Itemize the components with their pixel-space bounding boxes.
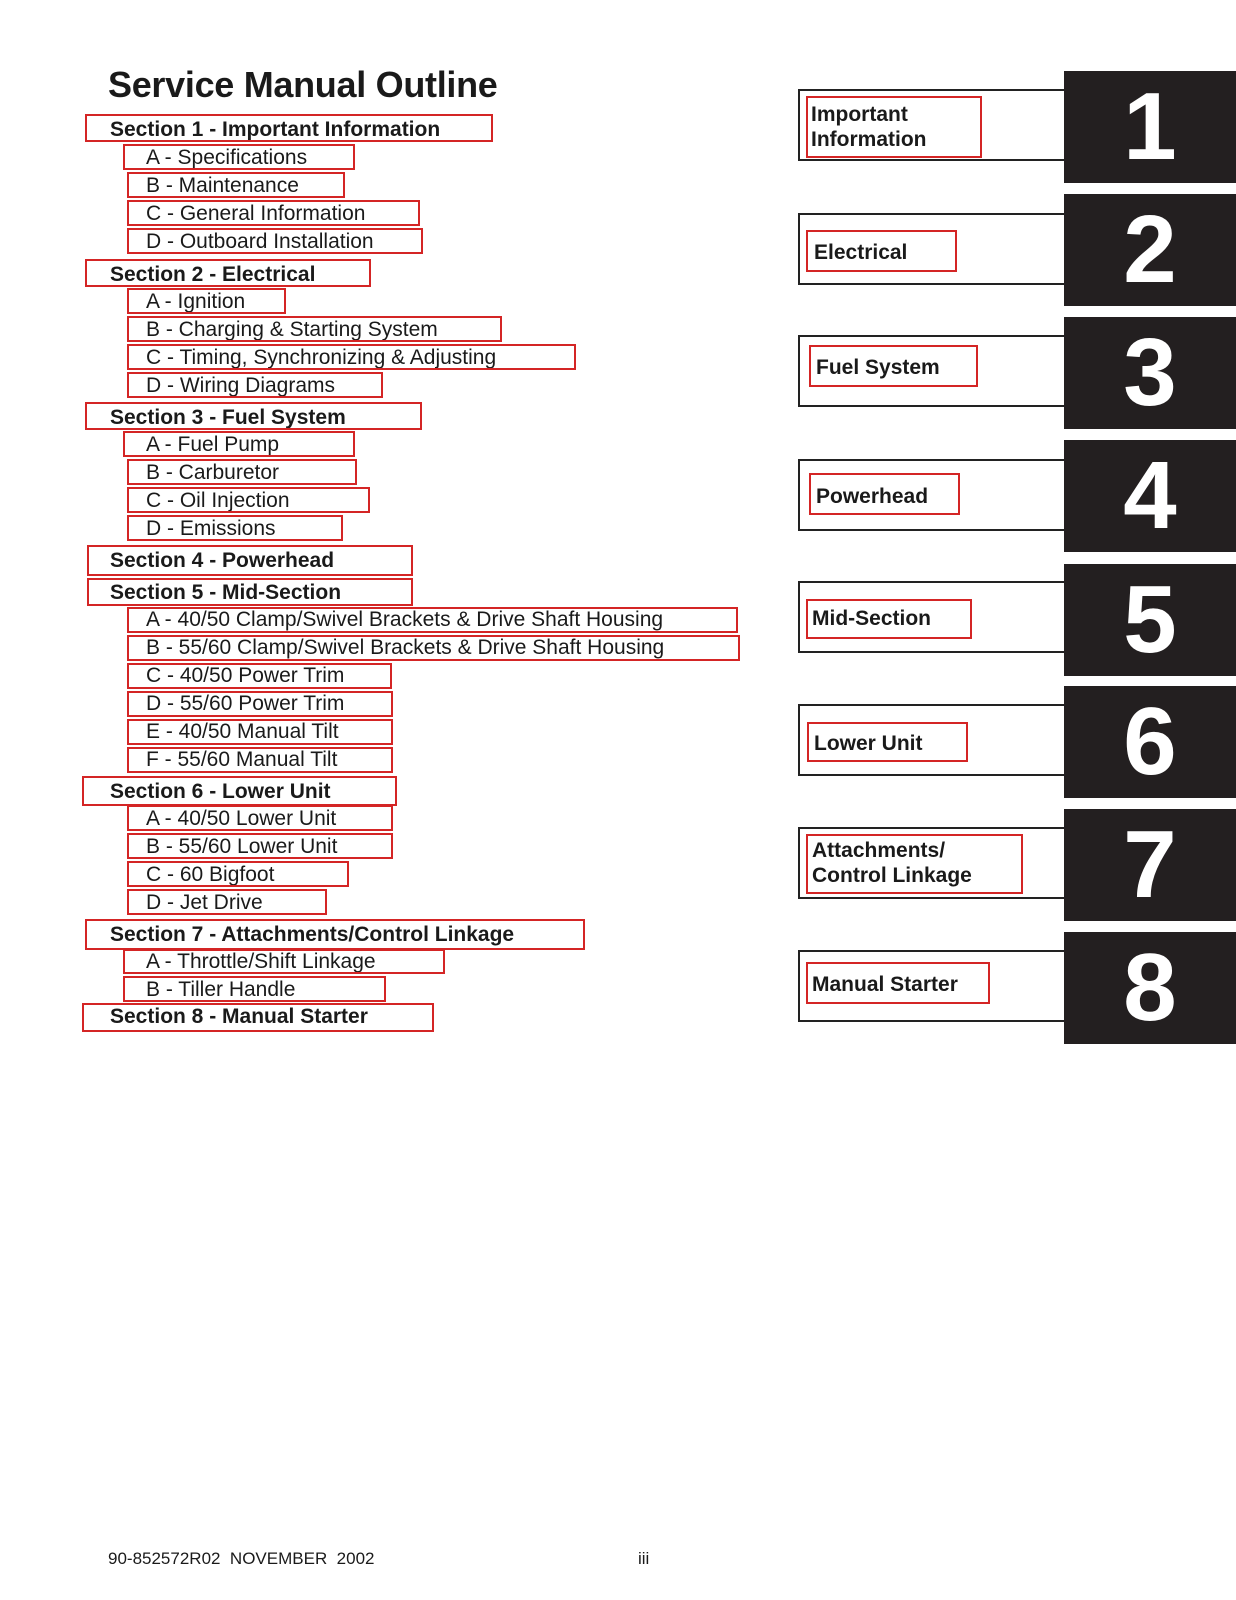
- subsection-item[interactable]: A - 40/50 Clamp/Swivel Brackets & Drive Shaft Housing: [146, 608, 664, 631]
- subsection-item[interactable]: E - 40/50 Manual Tilt: [146, 720, 339, 743]
- subsection-item[interactable]: C - 40/50 Power Trim: [146, 664, 345, 687]
- footer-page-number: iii: [638, 1549, 650, 1568]
- subsection-item[interactable]: C - 60 Bigfoot: [146, 863, 275, 886]
- footer-document-number: 90-852572R02 NOVEMBER 2002: [108, 1549, 375, 1568]
- section-heading[interactable]: Section 1 - Important Information: [110, 118, 441, 141]
- subsection-item[interactable]: A - Ignition: [146, 290, 246, 313]
- tab-number-2[interactable]: 2: [1064, 194, 1236, 306]
- section-heading[interactable]: Section 2 - Electrical: [110, 263, 316, 286]
- subsection-item[interactable]: F - 55/60 Manual Tilt: [146, 748, 338, 771]
- tab-label-6[interactable]: Lower Unit: [814, 732, 923, 755]
- subsection-item[interactable]: B - Tiller Handle: [146, 978, 296, 1001]
- subsection-item[interactable]: B - Maintenance: [146, 174, 299, 197]
- page-title: Service Manual Outline: [108, 64, 498, 105]
- subsection-item[interactable]: D - Jet Drive: [146, 891, 263, 914]
- tab-number-3[interactable]: 3: [1064, 317, 1236, 429]
- section-heading[interactable]: Section 3 - Fuel System: [110, 406, 346, 429]
- tab-number-7[interactable]: 7: [1064, 809, 1236, 921]
- tab-label-3[interactable]: Fuel System: [816, 356, 940, 379]
- tab-label-5[interactable]: Mid-Section: [812, 607, 931, 630]
- tab-label-1[interactable]: Important: [811, 103, 908, 126]
- tab-number-5[interactable]: 5: [1064, 564, 1236, 676]
- subsection-item[interactable]: B - 55/60 Lower Unit: [146, 835, 338, 858]
- subsection-item[interactable]: D - Emissions: [146, 517, 276, 540]
- tab-label-7[interactable]: Control Linkage: [812, 864, 972, 887]
- subsection-item[interactable]: A - Throttle/Shift Linkage: [146, 950, 376, 973]
- subsection-item[interactable]: D - 55/60 Power Trim: [146, 692, 345, 715]
- tab-label-1[interactable]: Information: [811, 128, 927, 151]
- tab-number-1[interactable]: 1: [1064, 71, 1236, 183]
- tab-label-4[interactable]: Powerhead: [816, 485, 929, 508]
- tab-label-2[interactable]: Electrical: [814, 241, 908, 264]
- section-heading[interactable]: Section 5 - Mid-Section: [110, 581, 342, 604]
- subsection-item[interactable]: D - Outboard Installation: [146, 230, 374, 253]
- subsection-item[interactable]: C - Timing, Synchronizing & Adjusting: [146, 346, 497, 369]
- subsection-item[interactable]: C - Oil Injection: [146, 489, 290, 512]
- subsection-item[interactable]: C - General Information: [146, 202, 366, 225]
- section-heading[interactable]: Section 6 - Lower Unit: [110, 780, 331, 803]
- tab-number-4[interactable]: 4: [1064, 440, 1236, 552]
- subsection-item[interactable]: A - Specifications: [146, 146, 308, 169]
- subsection-item[interactable]: B - Carburetor: [146, 461, 280, 484]
- tab-label-7[interactable]: Attachments/: [812, 839, 946, 862]
- section-heading[interactable]: Section 8 - Manual Starter: [110, 1005, 368, 1028]
- section-heading[interactable]: Section 7 - Attachments/Control Linkage: [110, 923, 515, 946]
- tab-label-8[interactable]: Manual Starter: [812, 973, 958, 996]
- subsection-item[interactable]: A - Fuel Pump: [146, 433, 280, 456]
- tab-number-6[interactable]: 6: [1064, 686, 1236, 798]
- subsection-item[interactable]: D - Wiring Diagrams: [146, 374, 336, 397]
- subsection-item[interactable]: B - 55/60 Clamp/Swivel Brackets & Drive Shaft Housing: [146, 636, 665, 659]
- subsection-item[interactable]: B - Charging & Starting System: [146, 318, 438, 341]
- tab-number-8[interactable]: 8: [1064, 932, 1236, 1044]
- subsection-item[interactable]: A - 40/50 Lower Unit: [146, 807, 337, 830]
- section-heading[interactable]: Section 4 - Powerhead: [110, 549, 335, 572]
